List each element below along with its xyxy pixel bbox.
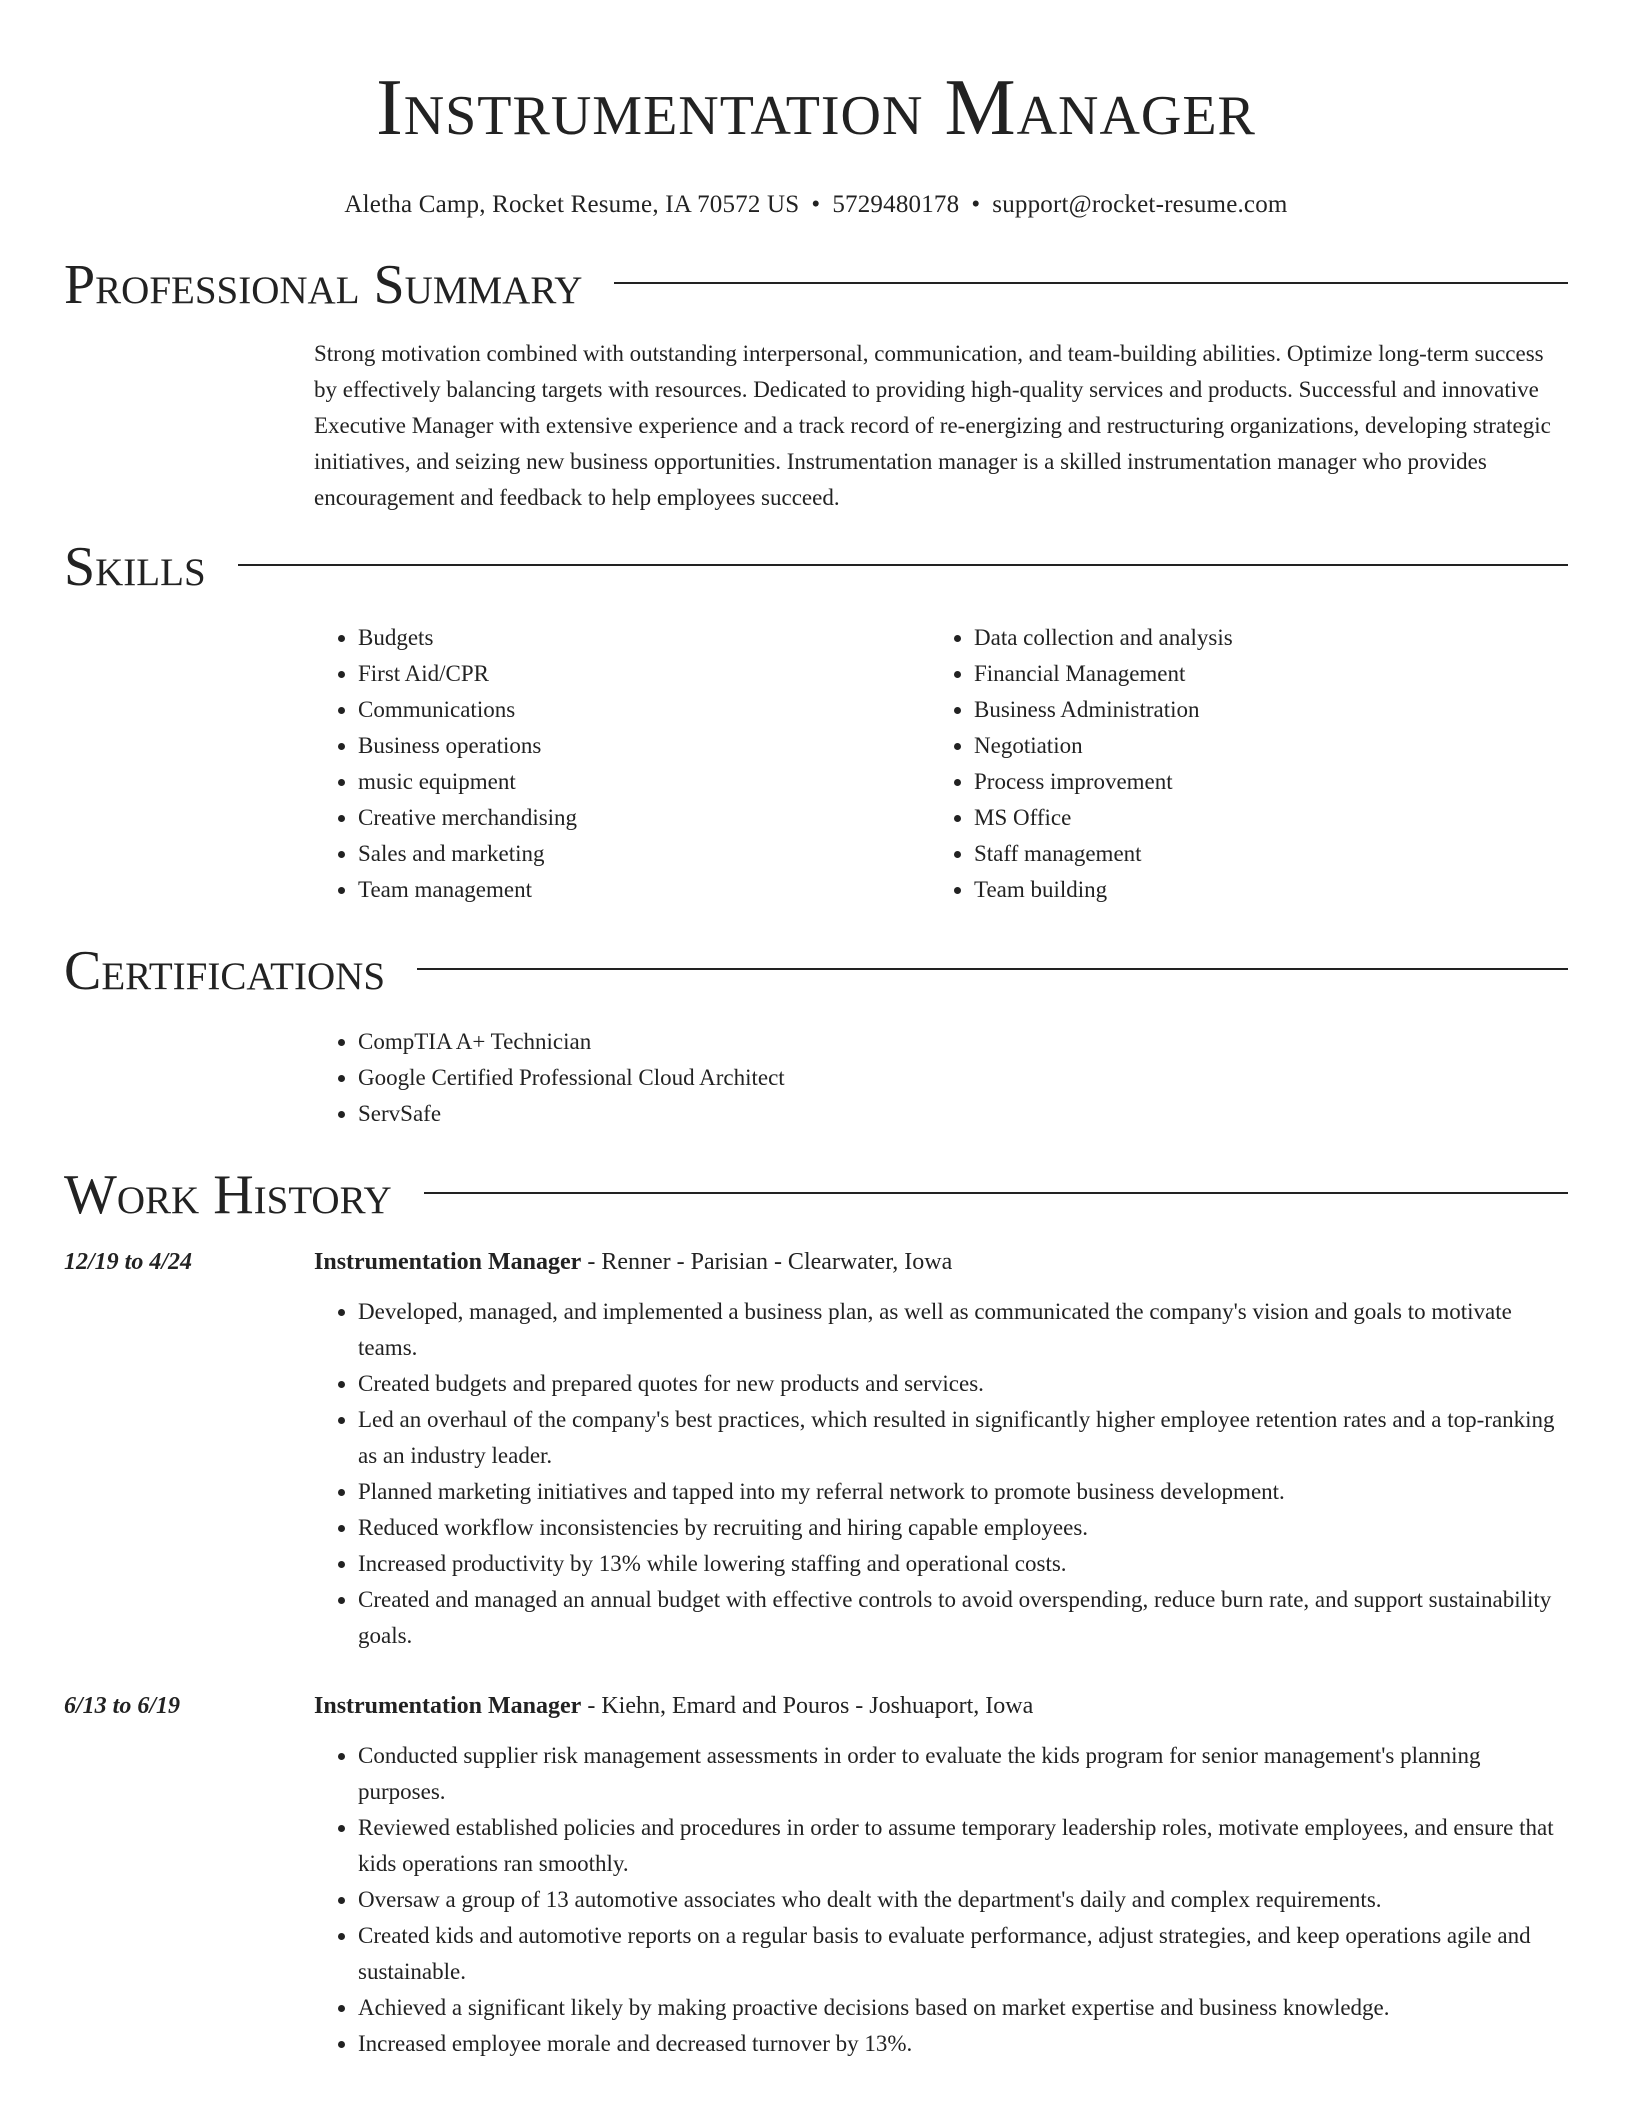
section-title: Certifications (64, 940, 386, 1002)
job-header (64, 1688, 1568, 1724)
skill-item: • Budgets (358, 620, 930, 656)
section-header (64, 936, 1568, 1006)
job-bullet: • Developed, managed, and implemented a business plan, as well as communicated the company's vision and goals to motivate teams. (358, 1294, 1568, 1366)
section-title: Work History (64, 1164, 392, 1226)
job-bullet: • Reduced workflow inconsistencies by recruiting and hiring capable employees. (358, 1510, 1568, 1546)
skills-section (64, 532, 1568, 908)
certification-item: • ServSafe (358, 1096, 1568, 1132)
certification-item: • Google Certified Professional Cloud Architect (358, 1060, 1568, 1096)
job-dates: 6/13 to 6/19 (64, 1693, 181, 1719)
resume-name: Instrumentation Manager (376, 64, 1256, 152)
certifications-section (64, 936, 1568, 1132)
skills-column-left (314, 620, 930, 908)
job-entry (64, 1244, 1568, 1654)
section-header (64, 1160, 1568, 1230)
section-header (64, 532, 1568, 602)
section-divider (424, 1192, 1568, 1194)
skill-item: • Business operations (358, 728, 930, 764)
job-bullets (314, 1738, 1568, 2062)
skill-item: • Team building (974, 872, 1546, 908)
contact-separator: • (811, 191, 821, 218)
section-header (64, 250, 1568, 320)
job-bullet: • Conducted supplier risk management assessments in order to evaluate the kids program for senior management's planning purposes. (358, 1738, 1568, 1810)
job-bullet: • Increased productivity by 13% while lowering staffing and operational costs. (358, 1546, 1568, 1582)
skills-column-right (930, 620, 1546, 908)
summary-section (64, 250, 1568, 516)
skill-item: • Negotiation (974, 728, 1546, 764)
skill-item: • Business Administration (974, 692, 1546, 728)
job-bullet: • Led an overhaul of the company's best practices, which resulted in significantly higher employee retention rates and a top-ranking as an industry leader. (358, 1402, 1568, 1474)
job-info (314, 1244, 952, 1280)
section-divider (614, 282, 1568, 284)
summary-text: Strong motivation combined with outstanding interpersonal, communication, and team-building abilities. Optimize long-term success by effectively balancing targets with resources. Dedicated to providing high-quality services and products. Successful and innovative Executive Manager with extensive experience and a track record of re-energizing and restructuring organizations, developing strategic initiatives, and seizing new business opportunities. Instrumentation manager is a skilled instrumentation manager who provides encouragement and feedback to help employees succeed. (314, 341, 1551, 510)
skill-item: • MS Office (974, 800, 1546, 836)
job-company-location: - Kiehn, Emard and Pouros - Joshuaport, Iowa (581, 1693, 1034, 1719)
job-bullet: • Achieved a significant likely by making proactive decisions based on market expertise and business knowledge. (358, 1990, 1568, 2026)
skill-item: • music equipment (358, 764, 930, 800)
job-info (314, 1688, 1033, 1724)
skill-item: • Process improvement (974, 764, 1546, 800)
certification-item: • CompTIA A+ Technician (358, 1024, 1568, 1060)
contact-line (64, 188, 1568, 222)
contact-address: Aletha Camp, Rocket Resume, IA 70572 US (344, 191, 800, 218)
skill-item: • First Aid/CPR (358, 656, 930, 692)
contact-phone: 5729480178 (832, 191, 960, 218)
resume-page (64, 0, 1568, 2062)
job-title: Instrumentation Manager (314, 1249, 582, 1275)
job-title: Instrumentation Manager (314, 1693, 582, 1719)
job-bullets (314, 1294, 1568, 1654)
job-bullet: • Created kids and automotive reports on a regular basis to evaluate performance, adjust strategies, and keep operations agile and sustainable. (358, 1918, 1568, 1990)
contact-email: support@rocket-resume.com (992, 191, 1288, 218)
job-bullet: • Created budgets and prepared quotes for new products and services. (358, 1366, 1568, 1402)
section-divider (417, 968, 1568, 970)
job-bullet: • Oversaw a group of 13 automotive associates who dealt with the department's daily and complex requirements. (358, 1882, 1568, 1918)
skill-item: • Communications (358, 692, 930, 728)
work-history-section (64, 1160, 1568, 2062)
job-bullet: • Created and managed an annual budget with effective controls to avoid overspending, reduce burn rate, and support sustainability goals. (358, 1582, 1568, 1654)
job-company-location: - Renner - Parisian - Clearwater, Iowa (581, 1249, 953, 1275)
skill-item: • Data collection and analysis (974, 620, 1546, 656)
section-title: Professional Summary (64, 254, 583, 316)
skill-item: • Sales and marketing (358, 836, 930, 872)
job-entry (64, 1688, 1568, 2062)
job-bullet: • Increased employee morale and decreased turnover by 13%. (358, 2026, 1568, 2062)
job-dates: 12/19 to 4/24 (64, 1249, 193, 1275)
section-title: Skills (64, 536, 206, 598)
job-bullet: • Planned marketing initiatives and tapped into my referral network to promote business development. (358, 1474, 1568, 1510)
job-header (64, 1244, 1568, 1280)
skill-item: • Team management (358, 872, 930, 908)
skill-item: • Creative merchandising (358, 800, 930, 836)
job-bullet: • Reviewed established policies and procedures in order to assume temporary leadership roles, motivate employees, and ensure that kids operations ran smoothly. (358, 1810, 1568, 1882)
section-divider (238, 564, 1568, 566)
contact-separator: • (971, 191, 981, 218)
skill-item: • Staff management (974, 836, 1546, 872)
skill-item: • Financial Management (974, 656, 1546, 692)
